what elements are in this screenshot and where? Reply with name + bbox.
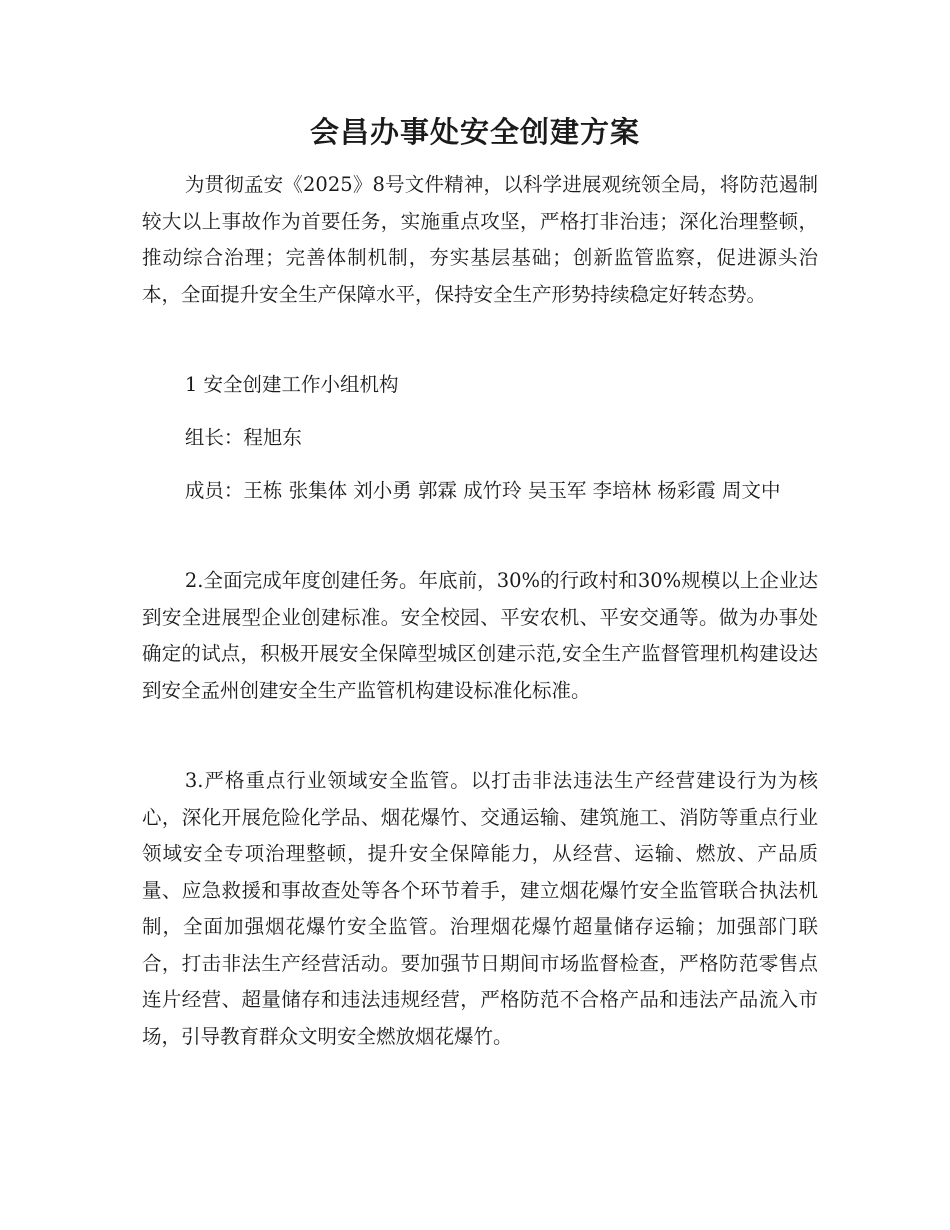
intro-paragraph: 为贯彻孟安《2025》8号文件精神，以科学进展观统领全局，将防范遏制较大以上事故作为首要任务，实施重点攻坚，严格打非治违；深化治理整顿，推动综合治理；完善体制机制，夯实基层基础；创新监管监察，促进源头治本，全面提升安全生产保障水平，保持安全生产形势持续稳定好转态势。 — [142, 173, 818, 306]
document-title: 会昌办事处安全创建方案 — [309, 115, 640, 149]
supervision-paragraph: 3.严格重点行业领域安全监管。以打击非法违法生产经营建设行为为核心，深化开展危险化学品、烟花爆竹、交通运输、建筑施工、消防等重点行业领域安全专项治理整顿，提升安全保障能力，从经营、运输、燃放、产品质量、应急救援和事故查处等各个环节着手，建立烟花爆竹安全监管联合执法机制，全面加强烟花爆竹安全监管。治理烟花爆竹超量储存运输；加强部门联合，打击非法生产经营活动。要加强节日期间市场监督检查，严格防范零售点连片经营、超量储存和违法违规经营，严格防范不合格产品和违法产品流入市场，引导教育群众文明安全燃放烟花爆竹。 — [142, 769, 818, 1048]
team-members-line: 成员：王栋 张集体 刘小勇 郭霖 成竹玲 吴玉军 李培林 杨彩霞 周文中 — [184, 479, 781, 502]
team-leader-line: 组长：程旭东 — [184, 426, 302, 449]
annual-task-paragraph: 2.全面完成年度创建任务。年底前，30%的行政村和30%规模以上企业达到安全进展型企业创建标准。安全校园、平安农机、平安交通等。做为办事处确定的试点，积极开展安全保障型城区创建示范,安全生产监督管理机构建设达到安全孟州创建安全生产监管机构建设标准化标准。 — [142, 569, 818, 702]
section-heading-organization: 1 安全创建工作小组机构 — [184, 373, 399, 396]
